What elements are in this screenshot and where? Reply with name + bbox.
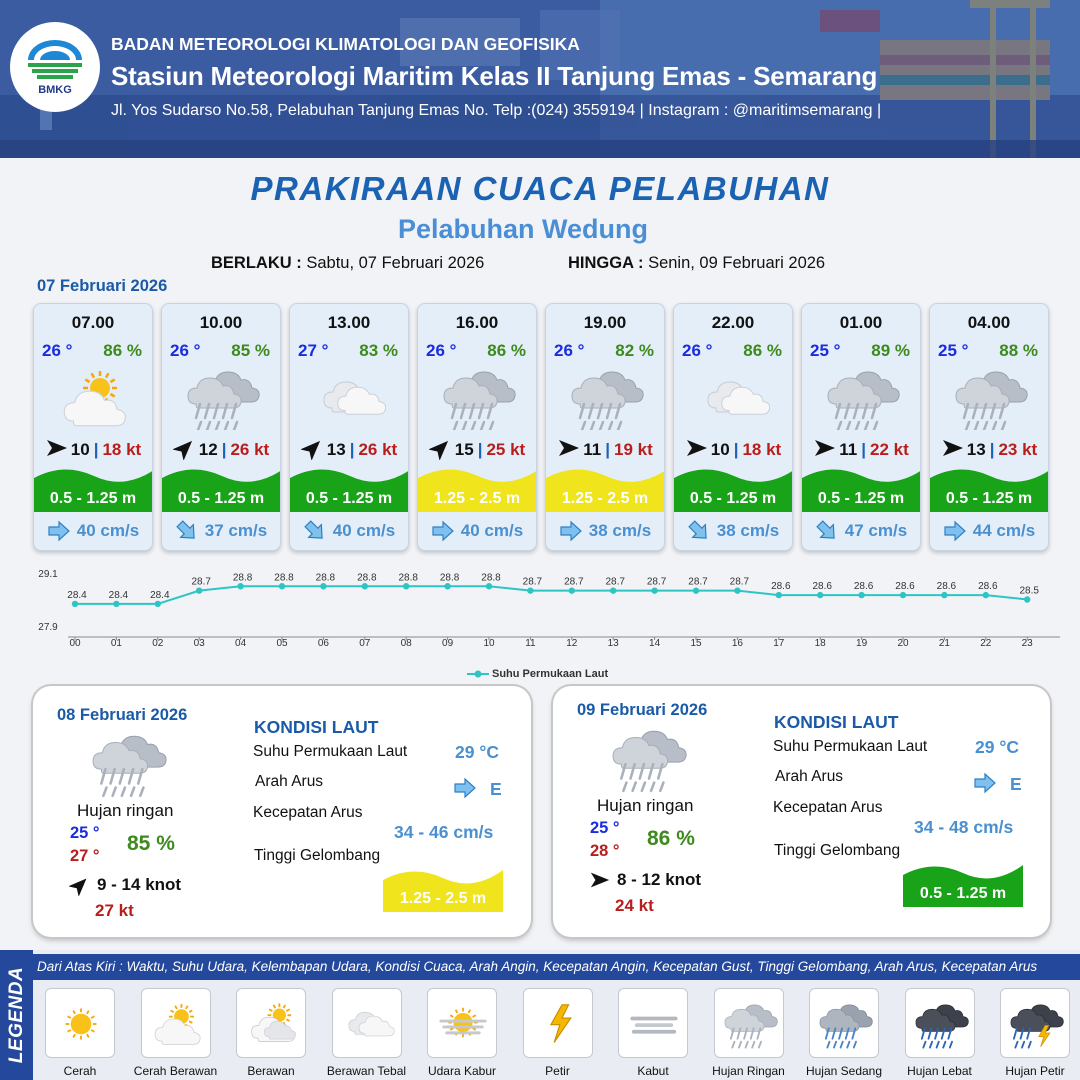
sst-point xyxy=(196,587,202,593)
current-direction-icon xyxy=(687,520,711,542)
card-current xyxy=(546,519,664,543)
sst-point xyxy=(72,601,78,607)
sst-point xyxy=(444,583,450,589)
wind-speed: 15 xyxy=(454,440,474,459)
legend-item-berawan xyxy=(236,988,306,1058)
x-tick-label: 16 xyxy=(731,638,743,649)
wave-height-label: Tinggi Gelombang xyxy=(254,847,381,864)
legend-label: Berawan xyxy=(247,1064,295,1078)
card-humidity: 82 % xyxy=(615,341,654,360)
legend-item-hujan-petir xyxy=(1000,988,1070,1058)
day-gust: 27 kt xyxy=(95,901,134,920)
card-time: 01.00 xyxy=(839,313,883,332)
wave-height-value: 0.5 - 1.25 m xyxy=(919,885,1007,902)
wind-separator: | xyxy=(861,440,866,459)
hujan-sedang-icon xyxy=(817,996,873,1052)
legend-label: Cerah xyxy=(63,1064,97,1078)
legend-label: Kabut xyxy=(637,1064,669,1078)
card-current xyxy=(802,519,920,543)
x-tick-label: 23 xyxy=(1021,638,1033,649)
card-humidity: 83 % xyxy=(359,341,398,360)
cerah-berawan-icon xyxy=(56,366,132,430)
current-direction-icon xyxy=(303,520,327,542)
day-condition: Hujan ringan xyxy=(77,801,174,820)
hourly-card xyxy=(545,303,665,551)
current-direction-icon xyxy=(47,520,71,542)
sst-point xyxy=(155,601,161,607)
x-tick-label: 21 xyxy=(938,638,950,649)
wave-height: 1.25 - 2.5 m xyxy=(561,490,649,507)
hourly-card xyxy=(289,303,409,551)
card-time: 04.00 xyxy=(967,313,1011,332)
sst-point xyxy=(693,587,699,593)
sst-data-label: 28.6 xyxy=(936,581,957,593)
hujan-lebat-icon xyxy=(913,996,969,1052)
hourly-card xyxy=(673,303,793,551)
x-tick-label: 12 xyxy=(566,638,578,649)
bmkg-logo xyxy=(10,22,100,112)
x-tick-label: 05 xyxy=(276,638,288,649)
wind-gust: 26 kt xyxy=(358,440,398,459)
hujan-ringan-icon xyxy=(568,366,644,430)
current-direction-icon xyxy=(175,520,199,542)
sst-series-line xyxy=(75,586,1027,604)
x-tick-label: 11 xyxy=(525,638,536,649)
card-wind xyxy=(162,438,280,462)
sst-data-label: 28.8 xyxy=(398,572,418,584)
card-temperature: 26 ° xyxy=(170,341,201,360)
cerah-berawan-icon xyxy=(149,996,205,1052)
sst-data-label: 28.7 xyxy=(605,576,625,588)
legend-label: Hujan Ringan xyxy=(712,1064,785,1078)
wind-direction-icon xyxy=(69,874,91,896)
wind-gust: 22 kt xyxy=(870,440,909,459)
current-direction-label: Arah Arus xyxy=(255,773,324,790)
berawan-icon xyxy=(244,996,300,1052)
legend-item-cerah xyxy=(45,988,115,1058)
legend-description: Dari Atas Kiri : Waktu, Suhu Udara, Kelembapan Udara, Kondisi Cuaca, Arah Angin, Kecepatan Angin, Kecepatan Gust, Tinggi Gelombang, Arah Arus, Kecepatan Arus xyxy=(37,959,1038,974)
card-wind xyxy=(802,438,920,462)
x-tick-label: 09 xyxy=(442,638,454,649)
hourly-card xyxy=(33,303,153,551)
sst-data-label: 28.4 xyxy=(67,589,87,601)
card-temperature: 26 ° xyxy=(554,341,585,360)
wind-gust: 18 kt xyxy=(742,440,782,459)
kondisi-laut-title: KONDISI LAUT xyxy=(774,712,899,732)
card-wind xyxy=(290,438,408,462)
x-tick-label: 07 xyxy=(359,638,371,649)
card-time: 13.00 xyxy=(327,313,371,332)
current-speed-value: 34 - 46 cm/s xyxy=(394,822,494,842)
hujan-petir-icon xyxy=(1008,996,1064,1052)
card-temperature: 26 ° xyxy=(42,341,73,360)
org-name: BADAN METEOROLOGI KLIMATOLOGI DAN GEOFISIKA xyxy=(111,34,580,54)
page-title: PRAKIRAAN CUACA PELABUHAN xyxy=(250,170,830,207)
current-speed-label: Kecepatan Arus xyxy=(773,799,883,816)
sst-data-label: 28.8 xyxy=(232,572,253,584)
legend-label: Udara Kabur xyxy=(427,1064,497,1078)
berawan-tebal-icon xyxy=(696,366,772,430)
legend-item-hujan-sedang xyxy=(809,988,879,1058)
current-speed-value: 34 - 48 cm/s xyxy=(914,817,1014,837)
x-tick-label: 19 xyxy=(856,638,868,649)
wind-separator: | xyxy=(989,440,995,459)
wave-height: 0.5 - 1.25 m xyxy=(305,490,393,507)
sst-value: 29 °C xyxy=(455,742,499,762)
wind-direction-icon xyxy=(429,436,455,465)
wind-speed: 13 xyxy=(326,440,346,459)
card-current xyxy=(162,519,280,543)
y-tick-label: 27.9 xyxy=(38,622,58,633)
sst-data-label: 28.6 xyxy=(978,581,998,593)
sst-point xyxy=(734,587,740,593)
cerah-icon xyxy=(53,996,109,1052)
sst-line-chart xyxy=(30,562,1070,684)
card-temperature: 26 ° xyxy=(426,341,457,360)
hujan-ringan-icon xyxy=(609,723,687,793)
wind-separator: | xyxy=(93,440,99,459)
wave-height: 0.5 - 1.25 m xyxy=(945,490,1033,507)
sst-data-label: 28.6 xyxy=(771,581,791,593)
berawan-tebal-icon xyxy=(340,996,396,1052)
legend-item-hujan-ringan xyxy=(714,988,784,1058)
card-time: 22.00 xyxy=(711,313,755,332)
wind-direction-icon xyxy=(45,436,71,465)
card-current xyxy=(34,519,152,543)
sst-data-label: 28.7 xyxy=(191,576,211,588)
hourly-forecast-cards xyxy=(33,303,1051,551)
sst-point xyxy=(941,592,947,598)
current-direction-icon xyxy=(431,520,455,542)
sst-value: 29 °C xyxy=(975,737,1019,757)
wind-speed: 10 xyxy=(70,440,90,459)
sst-data-label: 28.8 xyxy=(357,572,377,584)
hourly-card xyxy=(417,303,537,551)
legend-label: Hujan Petir xyxy=(1005,1064,1065,1078)
sst-data-label: 28.6 xyxy=(812,581,832,593)
sst-point xyxy=(527,587,533,593)
day-temp-max: 28 ° xyxy=(590,842,620,860)
chart-legend-marker-icon xyxy=(467,669,489,679)
hourly-card xyxy=(929,303,1049,551)
legend-item-petir xyxy=(523,988,593,1058)
sst-data-label: 28.4 xyxy=(150,589,170,601)
x-tick-label: 01 xyxy=(110,638,122,649)
sst-point xyxy=(320,583,326,589)
current-speed: 40 cm/s xyxy=(332,521,396,540)
legend-label: Cerah Berawan xyxy=(133,1064,218,1078)
wind-direction-icon xyxy=(941,436,967,465)
x-tick-label: 04 xyxy=(235,638,247,649)
wind-direction-icon xyxy=(173,436,199,465)
current-speed: 40 cm/s xyxy=(76,521,140,540)
legend-label: Berawan Tebal xyxy=(326,1064,407,1078)
sst-point xyxy=(569,587,575,593)
sst-data-label: 28.4 xyxy=(108,589,129,601)
sst-point xyxy=(651,587,657,593)
sst-point xyxy=(362,583,368,589)
current-direction-icon xyxy=(559,520,583,542)
current-speed: 37 cm/s xyxy=(204,521,268,540)
header-banner xyxy=(0,0,1080,158)
sst-data-label: 28.6 xyxy=(895,581,915,593)
card-temperature: 26 ° xyxy=(682,341,713,360)
day-temp-max: 27 ° xyxy=(70,847,100,865)
current-speed: 38 cm/s xyxy=(588,521,652,540)
card-current xyxy=(290,519,408,543)
current-speed-label: Kecepatan Arus xyxy=(253,804,363,821)
day-wind-range: 8 - 12 knot xyxy=(617,870,702,889)
card-wind xyxy=(674,438,792,462)
x-tick-label: 14 xyxy=(649,638,661,649)
sst-point xyxy=(486,583,492,589)
card-time: 10.00 xyxy=(199,313,243,332)
current-direction-label: Arah Arus xyxy=(775,768,844,785)
wind-gust: 23 kt xyxy=(998,440,1038,459)
wind-separator: | xyxy=(349,440,355,459)
legend-item-berawan-tebal xyxy=(332,988,402,1058)
x-tick-label: 03 xyxy=(193,638,205,649)
sst-point xyxy=(237,583,243,589)
sst-data-label: 28.8 xyxy=(315,572,336,584)
current-speed: 44 cm/s xyxy=(972,521,1036,540)
wind-speed: 13 xyxy=(966,440,986,459)
hujan-ringan-icon xyxy=(824,366,900,430)
hujan-ringan-icon xyxy=(89,728,167,798)
wind-separator: | xyxy=(221,440,227,459)
x-tick-label: 13 xyxy=(607,638,619,649)
bmkg-emblem-icon xyxy=(24,38,86,82)
valid-from-value: Sabtu, 07 Februari 2026 xyxy=(306,254,485,272)
legend-side-label xyxy=(0,950,33,1080)
wave-height: 0.5 - 1.25 m xyxy=(177,490,265,507)
sst-point xyxy=(279,583,285,589)
x-tick-label: 02 xyxy=(152,638,164,649)
day-date: 09 Februari 2026 xyxy=(577,701,708,719)
valid-from xyxy=(211,254,484,273)
kondisi-laut-title: KONDISI LAUT xyxy=(254,717,379,737)
hujan-ringan-icon xyxy=(440,366,516,430)
sst-point xyxy=(776,592,782,598)
legend-item-cerah-berawan xyxy=(141,988,211,1058)
legend-label: Hujan Lebat xyxy=(907,1064,972,1078)
wind-gust: 26 kt xyxy=(230,440,270,459)
card-current xyxy=(674,519,792,543)
sst-data-label: 28.8 xyxy=(439,572,460,584)
sst-point xyxy=(817,592,823,598)
card-current xyxy=(418,519,536,543)
card-humidity: 86 % xyxy=(487,341,526,360)
card-wind xyxy=(930,438,1048,462)
card-temperature: 27 ° xyxy=(298,341,329,360)
wave-height: 0.5 - 1.25 m xyxy=(49,490,137,507)
wind-gust: 25 kt xyxy=(486,440,526,459)
wind-direction-icon xyxy=(557,436,583,465)
legend-item-udara-kabur xyxy=(427,988,497,1058)
current-direction-icon xyxy=(972,772,998,799)
wind-speed: 11 xyxy=(583,440,602,459)
card-temperature: 25 ° xyxy=(810,341,841,360)
x-tick-label: 15 xyxy=(690,638,702,649)
sst-label: Suhu Permukaan Laut xyxy=(253,743,408,760)
wave-height: 0.5 - 1.25 m xyxy=(817,490,905,507)
wave-height: 1.25 - 2.5 m xyxy=(433,490,521,507)
valid-to-label: HINGGA : xyxy=(568,254,644,272)
sst-data-label: 28.7 xyxy=(646,576,667,588)
day1-date: 07 Februari 2026 xyxy=(37,277,168,295)
sst-data-label: 28.7 xyxy=(564,576,584,588)
sst-point xyxy=(983,592,989,598)
sst-data-label: 28.7 xyxy=(688,576,708,588)
chart-legend-label: Suhu Permukaan Laut xyxy=(492,668,609,680)
x-tick-label: 18 xyxy=(814,638,826,649)
day-wind xyxy=(589,869,701,891)
x-tick-label: 00 xyxy=(69,638,81,649)
sst-data-label: 28.5 xyxy=(1019,585,1039,597)
wind-speed: 11 xyxy=(839,440,858,459)
y-tick-label: 29.1 xyxy=(38,569,58,580)
x-tick-label: 22 xyxy=(980,638,992,649)
card-wind xyxy=(418,438,536,462)
card-current xyxy=(930,519,1048,543)
valid-to-value: Senin, 09 Februari 2026 xyxy=(648,254,826,272)
sst-data-label: 28.7 xyxy=(522,576,543,588)
current-direction-icon xyxy=(452,777,478,804)
wind-separator: | xyxy=(477,440,483,459)
wind-speed: 12 xyxy=(198,440,218,459)
card-time: 19.00 xyxy=(583,313,627,332)
card-humidity: 89 % xyxy=(871,341,910,360)
current-direction-icon xyxy=(815,520,839,542)
card-humidity: 86 % xyxy=(743,341,782,360)
current-direction-icon xyxy=(943,520,967,542)
legend-item-kabut xyxy=(618,988,688,1058)
wind-direction-icon xyxy=(813,436,839,465)
legend-label: Petir xyxy=(545,1064,570,1078)
wave-height-label: Tinggi Gelombang xyxy=(774,842,901,859)
current-speed: 38 cm/s xyxy=(716,521,780,540)
valid-from-label: BERLAKU : xyxy=(211,254,302,272)
card-humidity: 88 % xyxy=(999,341,1038,360)
day-humidity: 86 % xyxy=(647,827,695,850)
x-tick-label: 17 xyxy=(773,638,785,649)
kabut-icon xyxy=(626,996,682,1052)
berawan-tebal-icon xyxy=(312,366,388,430)
sst-label: Suhu Permukaan Laut xyxy=(773,738,928,755)
legend-description-bar xyxy=(33,954,1080,980)
wind-separator: | xyxy=(605,440,610,459)
x-tick-label: 06 xyxy=(317,638,329,649)
legend-item-hujan-lebat xyxy=(905,988,975,1058)
card-wind xyxy=(34,438,152,462)
wind-gust: 18 kt xyxy=(102,440,142,459)
hujan-ringan-icon xyxy=(722,996,778,1052)
petir-icon xyxy=(531,996,587,1052)
day-condition: Hujan ringan xyxy=(597,796,694,815)
card-time: 07.00 xyxy=(71,313,115,332)
wind-direction-icon xyxy=(685,436,711,465)
day-date: 08 Februari 2026 xyxy=(57,706,188,724)
current-speed: 40 cm/s xyxy=(460,521,524,540)
wind-direction-icon xyxy=(589,869,611,891)
sst-point xyxy=(113,601,119,607)
wind-speed: 10 xyxy=(710,440,730,459)
sst-data-label: 28.7 xyxy=(729,576,750,588)
port-name: Pelabuhan Wedung xyxy=(397,214,648,244)
station-name: Stasiun Meteorologi Maritim Kelas II Tanjung Emas - Semarang xyxy=(111,61,878,91)
sst-point xyxy=(1024,596,1030,602)
chart-legend xyxy=(467,668,608,680)
current-direction-value: E xyxy=(490,779,502,799)
sst-point xyxy=(610,587,616,593)
day-humidity: 85 % xyxy=(127,832,175,855)
x-tick-label: 20 xyxy=(897,638,909,649)
card-time: 16.00 xyxy=(455,313,499,332)
wave-height: 0.5 - 1.25 m xyxy=(689,490,777,507)
wind-direction-icon xyxy=(301,436,327,465)
card-humidity: 86 % xyxy=(103,341,142,360)
day-gust: 24 kt xyxy=(615,896,654,915)
hujan-ringan-icon xyxy=(184,366,260,430)
card-wind xyxy=(546,438,664,462)
legend-label: Hujan Sedang xyxy=(805,1064,883,1078)
station-address: Jl. Yos Sudarso No.58, Pelabuhan Tanjung Emas No. Telp :(024) 3559194 | Instagram : @maritimsemarang | xyxy=(111,102,882,119)
logo-text: BMKG xyxy=(38,84,72,96)
day-wind-range: 9 - 14 knot xyxy=(97,875,182,894)
day-wind xyxy=(69,874,181,896)
hourly-card xyxy=(161,303,281,551)
valid-to xyxy=(568,254,825,273)
x-tick-label: 08 xyxy=(400,638,412,649)
wave-height-value: 1.25 - 2.5 m xyxy=(399,890,487,907)
card-humidity: 85 % xyxy=(231,341,270,360)
sst-point xyxy=(858,592,864,598)
wind-gust: 19 kt xyxy=(614,440,653,459)
sst-data-label: 28.6 xyxy=(853,581,874,593)
current-speed: 47 cm/s xyxy=(844,521,908,540)
sst-point xyxy=(403,583,409,589)
card-temperature: 25 ° xyxy=(938,341,969,360)
day-temp-min: 25 ° xyxy=(590,819,620,837)
legend-side-text: LEGENDA xyxy=(5,966,27,1064)
x-tick-label: 10 xyxy=(483,638,495,649)
hujan-ringan-icon xyxy=(952,366,1028,430)
udara-kabur-icon xyxy=(435,996,491,1052)
day-temp-min: 25 ° xyxy=(70,824,100,842)
sst-data-label: 28.8 xyxy=(481,572,501,584)
wind-separator: | xyxy=(733,440,739,459)
hourly-card xyxy=(801,303,921,551)
current-direction-value: E xyxy=(1010,774,1022,794)
sst-point xyxy=(900,592,906,598)
sst-data-label: 28.8 xyxy=(274,572,294,584)
